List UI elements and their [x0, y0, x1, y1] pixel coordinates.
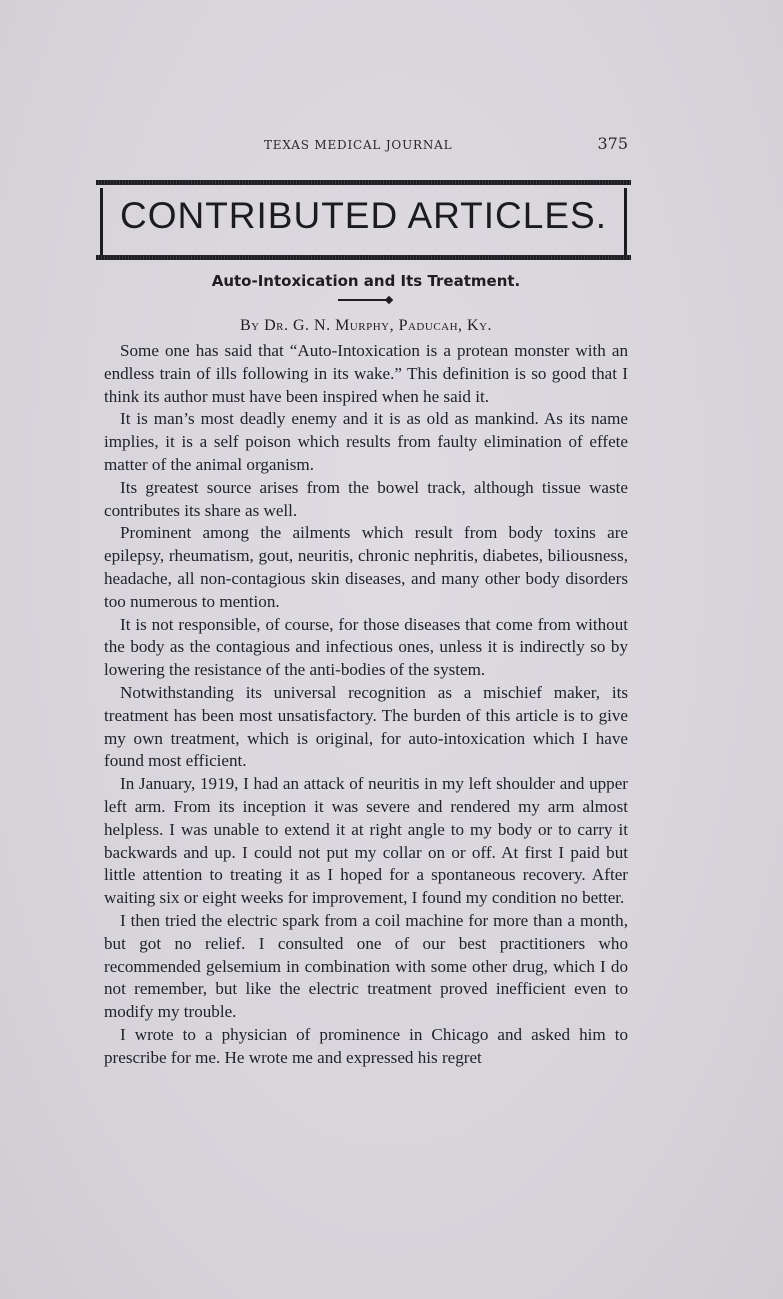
section-banner	[96, 180, 631, 260]
paragraph: Some one has said that “Auto-Intoxication is a protean monster with an endless train of ills following in its wake.” This definition is so good that I think its author must have been inspired when he said it.	[104, 341, 628, 406]
banner-right-bracket	[624, 188, 627, 255]
paragraph: I then tried the electric spark from a coil machine for more than a month, but got no relief. I consulted one of our best practitioners who recommended gelsemium in combination with some other drug, which I do not remember, but like the electric treatment proved inefficient even to modify my trouble.	[104, 910, 628, 1022]
paragraph: It is not responsible, of course, for those diseases that come from without the body as the contagious and infectious ones, unless it is indirectly so by lowering the resistance of the anti-bodies of the system.	[104, 614, 628, 680]
article-byline: By Dr. G. N. Murphy, Paducah, Ky.	[239, 317, 493, 334]
article-title: Auto-Intoxication and Its Treatment.	[211, 272, 521, 290]
paragraph: I wrote to a physician of prominence in Chicago and asked him to prescribe for me. He wrote me and expressed his regret	[104, 1024, 628, 1067]
paragraph: It is man’s most deadly enemy and it is as old as mankind. As its name implies, it is a self poison which results from faulty elimination of effete matter of the animal organism.	[104, 409, 628, 474]
paragraph: Notwithstanding its universal recognition as a mischief maker, its treatment has been most unsatisfactory. The burden of this article is to give my own treatment, which is original, for auto-intoxication which I have found most efficient.	[104, 682, 628, 771]
running-head	[104, 134, 628, 154]
banner-bottom-rule	[96, 255, 631, 260]
page-number: 375	[597, 134, 628, 153]
paragraph: Its greatest source arises from the bowel track, although tissue waste contributes its share as well.	[104, 477, 628, 520]
paragraph: In January, 1919, I had an attack of neuritis in my left shoulder and upper left arm. From its inception it was severe and rendered my arm almost helpless. I was unable to extend it at right angle to my body or to carry it backwards and up. I could not put my collar on or off. At first I paid but little attention to treating it as I hoped for a spontaneous recovery. After waiting six or eight weeks for improvement, I found my condition no better.	[104, 774, 628, 908]
title-divider	[338, 299, 390, 301]
article-body	[104, 340, 628, 1070]
section-title: CONTRIBUTED ARTICLES.	[119, 195, 607, 236]
paragraph: Prominent among the ailments which result from body toxins are epilepsy, rheumatism, gout, neuritis, chronic nephritis, diabetes, biliousness, headache, all non-contagious skin diseases, and many other body disorders too numerous to mention.	[104, 523, 628, 611]
journal-name: TEXAS MEDICAL JOURNAL	[264, 138, 453, 152]
banner-top-rule	[96, 180, 631, 185]
